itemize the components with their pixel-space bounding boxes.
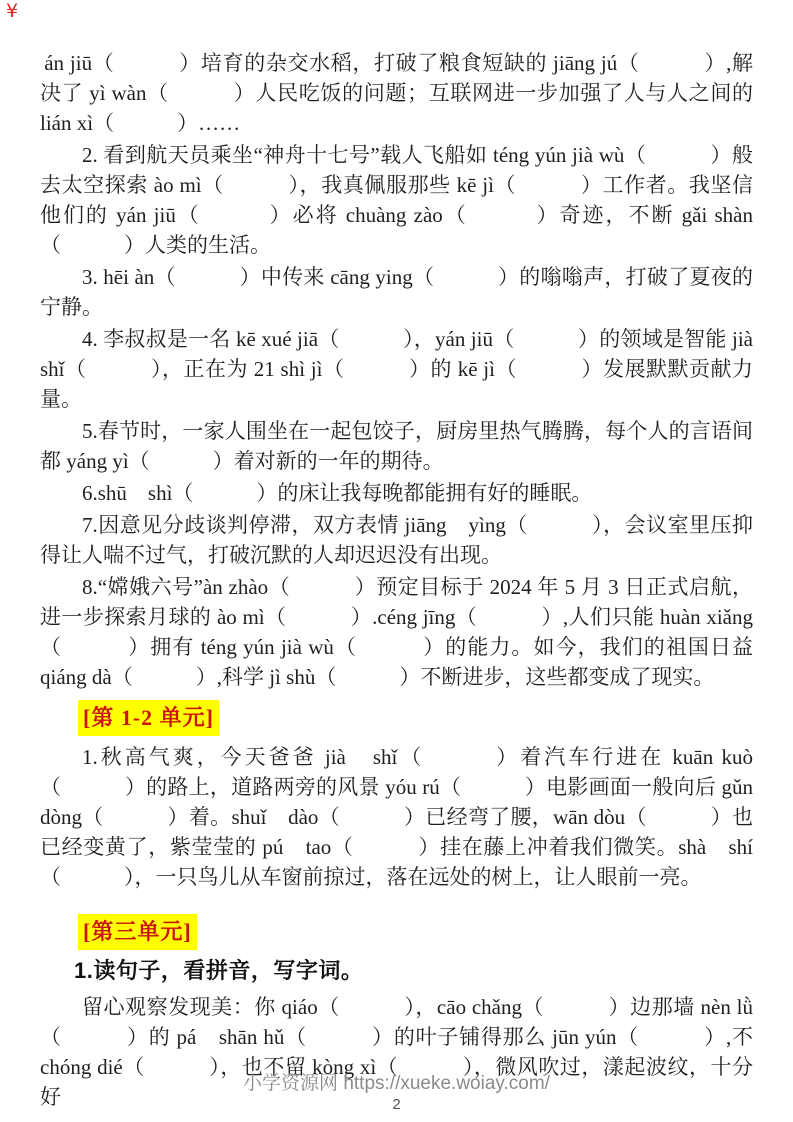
exercise-paragraph: án jiū（ ）培育的杂交水稻，打破了粮食短缺的 jiāng jú（ ）,解决了 yì wàn（ ）人民吃饭的问题；互联网进一步加强了人与人之间的 lián xì（ ）…… xyxy=(40,51,753,135)
exercise-paragraph: 8.“嫦娥六号”àn zhào（ ）预定目标于 2024 年 5 月 3 日正式启航，进一步探索月球的 ào mì（ ）.céng jīng（ ）,人们只能 huàn xiǎng（ ）拥有 téng yún jià wù（ ）的能力。如今，我们的祖国日益 qiáng dà（ ）,科学 jì shù（ ）不断进步，这些都变成了现实。 xyxy=(40,575,753,689)
page-footer xyxy=(0,1072,793,1114)
page-number: 2 xyxy=(392,1096,401,1113)
exercise-paragraph: 留心观察发现美：你 qiáo（ ），cāo chǎng（ ）边那墙 nèn lǜ（ ）的 pá shān hǔ（ ）的叶子铺得那么 jūn yún（ ）,不 chóng dié（ ），也不留 kòng xì（ ），微风吹过，漾起波纹，十分好 xyxy=(40,995,753,1109)
exercise-instruction-title: 1.读句子，看拼音，写字词。 xyxy=(74,958,364,983)
exercise-paragraph: 7.因意见分歧谈判停滞，双方表情 jiāng yìng（ ），会议室里压抑得让人喘不过气，打破沉默的人却迟迟没有出现。 xyxy=(40,513,753,567)
exercise-paragraph: 3. hēi àn（ ）中传来 cāng ying（ ）的嗡嗡声，打破了夏夜的宁静。 xyxy=(40,265,753,319)
section-header-row xyxy=(40,914,753,950)
section-header: [第三单元] xyxy=(78,914,197,950)
footer-site-url: 小学资源网 https://xueke.woiay.com/ xyxy=(243,1073,550,1094)
exercise-paragraph: 5.春节时，一家人围坐在一起包饺子，厨房里热气腾腾，每个人的言语间都 yáng yì（ ）着对新的一年的期待。 xyxy=(40,419,753,473)
exercise-paragraph: 4. 李叔叔是一名 kē xué jiā（ ），yán jiū（ ）的领域是智能 jià shǐ（ ），正在为 21 shì jì（ ）的 kē jì（ ）发展默默贡献力量。 xyxy=(40,327,753,411)
yen-watermark: ¥ xyxy=(6,0,19,22)
exercise-paragraph: 2. 看到航天员乘坐“神舟十七号”载人飞船如 téng yún jià wù（ ）般去太空探索 ào mì（ ），我真佩服那些 kē jì（ ）工作者。我坚信他们的 yán jiū（ ）必将 chuàng zào（ ）奇迹，不断 gǎi shàn（ ）人类的生活。 xyxy=(40,143,753,257)
section-header: [第 1-2 单元] xyxy=(78,700,219,736)
section-header-row xyxy=(40,700,753,736)
exercise-paragraph: 1.秋高气爽，今天爸爸 jià shǐ（ ）着汽车行进在 kuān kuò（ ）的路上，道路两旁的风景 yóu rú（ ）电影画面一般向后 gǔn dòng（ ）着。shuǐ dào（ ）已经弯了腰，wān dòu（ ）也已经变黄了，紫莹莹的 pú tao（ ）挂在藤上冲着我们微笑。shà shí（ ），一只鸟儿从车窗前掠过，落在远处的树上，让人眼前一亮。 xyxy=(40,745,753,889)
exercise-paragraph: 6.shū shì（ ）的床让我每晚都能拥有好的睡眠。 xyxy=(82,481,593,505)
